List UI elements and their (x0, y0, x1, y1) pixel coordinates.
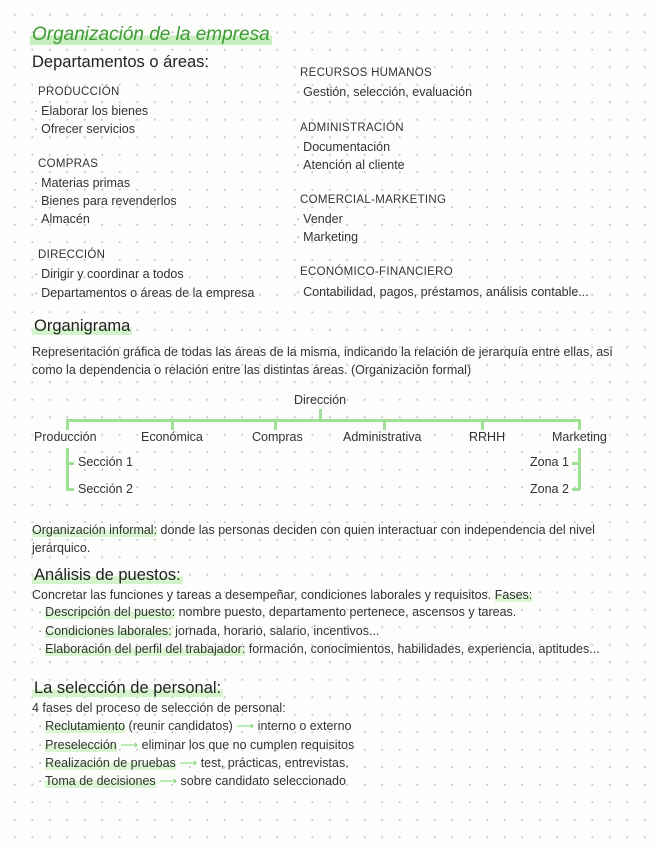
dept-comercial: COMERCIAL-MARKETING (300, 194, 447, 206)
dept-item: · Materias primas (34, 176, 130, 190)
analisis-intro: Concretar las funciones y tareas a desempeñar, condiciones laborales y requisitos. Fases: (32, 588, 533, 602)
org-node: RRHH (469, 430, 506, 444)
arrow-icon: ⟶ (236, 719, 255, 733)
dept-item: · Bienes para revenderlos (34, 194, 177, 208)
dept-item: · Vender (296, 212, 343, 226)
org-connector (171, 419, 174, 430)
dept-item: · Marketing (296, 230, 358, 244)
seleccion-item: · Reclutamiento (reunir candidatos) ⟶ interno o externo (38, 718, 351, 733)
analisis-item: · Condiciones laborales: jornada, horario, salario, incentivos... (38, 624, 379, 638)
dept-economico: ECONÓMICO-FINANCIERO (300, 266, 453, 278)
analisis-heading: Análisis de puestos: (34, 566, 181, 584)
org-connector (481, 419, 484, 430)
org-connector (383, 419, 386, 430)
arrow-icon: ⟶ (179, 756, 198, 770)
org-connector (274, 419, 277, 430)
seleccion-intro: 4 fases del proceso de selección de personal: (32, 701, 286, 715)
org-connector (578, 419, 581, 430)
dept-administracion: ADMINISTRACIÓN (300, 122, 404, 134)
informal-paragraph: Organización informal: donde las personas deciden con quien interactuar con independencia del nivel jerárquico. (32, 523, 595, 555)
org-connector (66, 419, 69, 430)
dept-item: · Elaborar los bienes (34, 104, 148, 118)
seleccion-item: · Preselección ⟶ eliminar los que no cumplen requisitos (38, 737, 354, 752)
org-connector (578, 448, 581, 490)
dept-item: · Almacén (34, 212, 90, 226)
dept-item: · Departamentos o áreas de la empresa (34, 286, 254, 300)
analisis-item: · Descripción del puesto: nombre puesto, departamento pertenece, ascensos y tareas. (38, 605, 516, 619)
org-subnode: Sección 2 (78, 482, 133, 496)
org-node: Marketing (552, 430, 607, 444)
org-connector (66, 488, 74, 491)
org-subnode: Zona 1 (530, 455, 569, 469)
seleccion-item: · Toma de decisiones ⟶ sobre candidato seleccionado (38, 773, 346, 788)
dept-produccion: PRODUCCIÓN (38, 86, 120, 98)
org-connector (66, 419, 581, 422)
analisis-item: · Elaboración del perfil del trabajador: formación, conocimientos, habilidades, experiencia, aptitudes... (38, 642, 600, 656)
org-node: Producción (34, 430, 97, 444)
org-connector (66, 448, 69, 490)
arrow-icon: ⟶ (159, 774, 178, 788)
seleccion-heading: La selección de personal: (34, 679, 222, 697)
dept-compras: COMPRAS (38, 158, 99, 170)
organigrama-description: Representación gráfica de todas las áreas de la misma, indicando la relación de jerarquía entre ellas, así como la dependencia o relación entre las distintas áreas. (Organización formal) (32, 345, 613, 377)
org-connector (572, 462, 580, 465)
dept-item: · Gestión, selección, evaluación (296, 85, 472, 99)
org-connector (66, 462, 74, 465)
dept-item: · Ofrecer servicios (34, 122, 135, 136)
org-node: Económica (141, 430, 203, 444)
page-title: Organización de la empresa (32, 24, 270, 45)
org-top-node: Dirección (294, 393, 347, 407)
org-node: Compras (252, 430, 303, 444)
org-subnode: Sección 1 (78, 455, 133, 469)
informal-term: Organización informal: (32, 523, 158, 537)
organigrama-heading: Organigrama (34, 317, 131, 335)
dept-direccion: DIRECCIÓN (38, 249, 106, 261)
org-node: Administrativa (343, 430, 422, 444)
seleccion-item: · Realización de pruebas ⟶ test, prácticas, entrevistas. (38, 755, 349, 770)
arrow-icon: ⟶ (120, 738, 139, 752)
dept-item: · Atención al cliente (296, 158, 405, 172)
departamentos-heading: Departamentos o áreas: (32, 53, 210, 71)
dept-item: · Contabilidad, pagos, préstamos, análisis contable... (296, 285, 589, 299)
dept-rrhh: RECURSOS HUMANOS (300, 67, 432, 79)
dept-item: · Dirigir y coordinar a todos (34, 267, 184, 281)
org-connector (572, 488, 580, 491)
org-subnode: Zona 2 (530, 482, 569, 496)
dept-item: · Documentación (296, 140, 390, 154)
